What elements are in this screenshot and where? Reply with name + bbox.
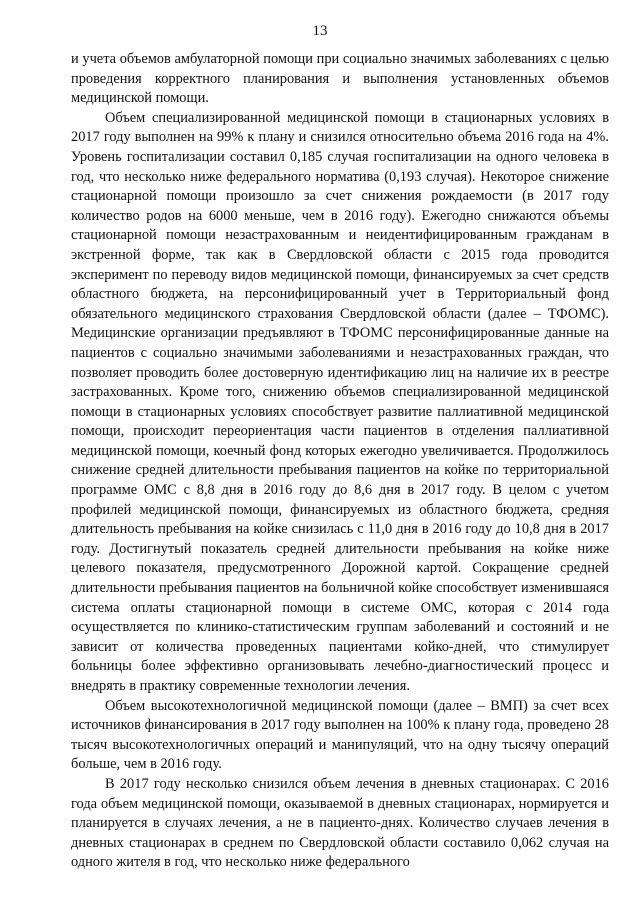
page-number: 13 (312, 23, 328, 39)
paragraph: Объем специализированной медицинской помощи в стационарных условиях в 2017 году выполнен на 99% к плану и снизился относительно объема 2016 года на 4%. Уровень госпитализации составил 0,185 случая госпитализации на одного человека в год, что несколько ниже федерального норматива (0,193 случая). Некоторое снижение стационарной помощи произошло за счет снижения рождаемости (в 2017 году количество родов на 6000 меньше, чем в 2016 году). Ежегодно снижаются объемы стационарной помощи незастрахованным и неидентифицированным гражданам в экстренной форме, так как в Свердловской области с 2015 года проводится эксперимент по переводу видов медицинской помощи, финансируемых за счет средств областного бюджета, на персонифицированный учет в Территориальный фонд обязательного медицинского страхования Свердловской области (далее – ТФОМС). Медицинские организации предъявляют в ТФОМС персонифицированные данные на пациентов с социально значимыми заболеваниями и незастрахованных граждан, что позволяет проводить более достоверную идентификацию лиц на наличие их в реестре застрахованных. Кроме того, снижению объемов специализированной медицинской помощи в стационарных условиях способствует развитие паллиативной медицинской помощи, происходит переориентация части пациентов в отделения паллиативной медицинской помощи, коечный фонд которых ежегодно увеличивается. Продолжилось снижение средней длительности пребывания пациентов на койке по территориальной программе ОМС с 8,8 дня в 2016 году до 8,6 дня в 2017 году. В целом с учетом профилей медицинской помощи, финансируемых из областного бюджета, средняя длительность пребывания на койке снизилась с 11,0 дня в 2016 году до 10,8 дня в 2017 году. Достигнутый показатель средней длительности пребывания на койке ниже целевого показателя, предусмотренного Дорожной картой. Сокращение средней длительности пребывания пациентов на больничной койке способствует изменившаяся система оплаты стационарной помощи в системе ОМС, которая с 2014 года осуществляется по клинико-статистическим группам заболеваний и состояний и не зависит от количества проведенных пациентами койко-дней, что стимулирует больницы более эффективно организовывать лечебно-диагностический процесс и внедрять в практику современные технологии лечения. (71, 109, 609, 694)
paragraph: Объем высокотехнологичной медицинской помощи (далее – ВМП) за счет всех источников финансирования в 2017 году выполнен на 100% к плану года, проведено 28 тысяч высокотехнологичных операций и манипуляций, что на одну тысячу операций больше, чем в 2016 году. (71, 697, 609, 773)
paragraph: В 2017 году несколько снизился объем лечения в дневных стационарах. С 2016 года объем медицинской помощи, оказываемой в дневных стационарах, нормируется и планируется в случаях лечения, а не в пациенто-днях. Количество случаев лечения в дневных стационарах в среднем по Свердловской области составило 0,062 случая на одного жителя в год, что несколько ниже федерального (71, 775, 609, 871)
paragraph: и учета объемов амбулаторной помощи при социально значимых заболеваниях с целью проведения корректного планирования и выполнения установленных объемов медицинской помощи. (71, 51, 609, 107)
document-body (71, 50, 609, 873)
